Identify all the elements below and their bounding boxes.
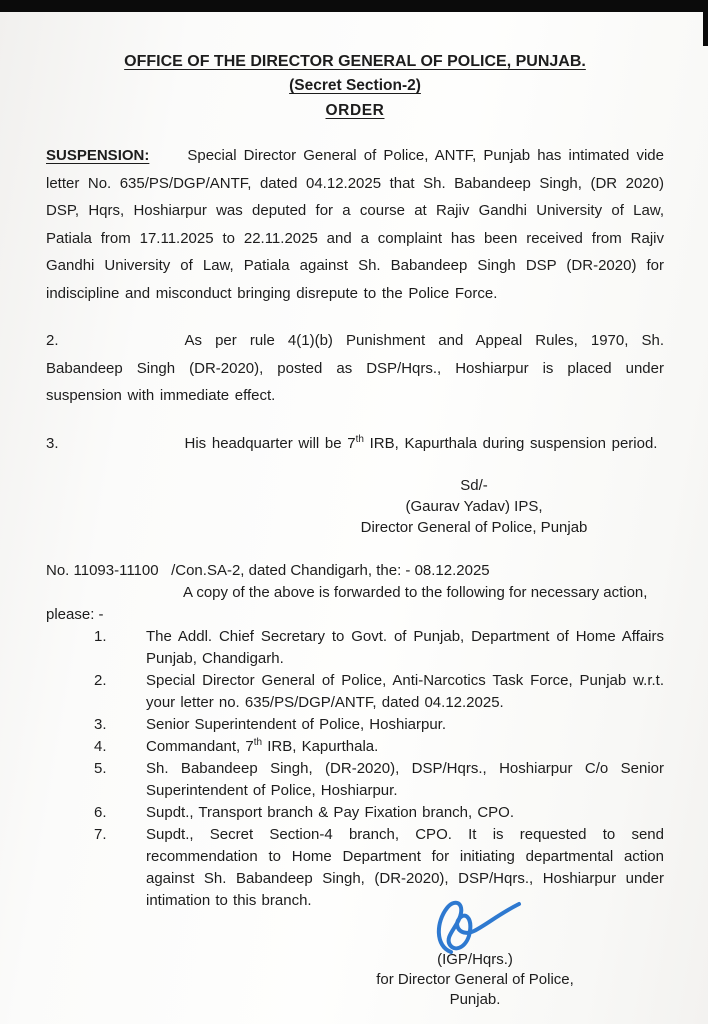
- forwarding-note-continued: please: -: [46, 606, 104, 623]
- signature-stroke: [439, 903, 519, 952]
- sd-line: Sd/-: [460, 477, 488, 494]
- suspension-paragraph: [46, 142, 664, 307]
- forwarding-note: A copy of the above is forwarded to the following for necessary action,: [183, 584, 648, 601]
- recipient-item: 1. The Addl. Chief Secretary to Govt. of Punjab, Department of Home Affairs Punjab, Chandigarh.: [94, 628, 664, 667]
- signer-for-line: for Director General of Police,: [376, 971, 574, 988]
- paragraph-2: [46, 327, 664, 410]
- signatory-name: (Gaurav Yadav) IPS,: [405, 498, 543, 515]
- recipient-item: 5. Sh. Babandeep Singh, (DR-2020), DSP/Hqrs., Hoshiarpur C/o Senior Superintendent of Police, Hoshiarpur.: [94, 760, 664, 799]
- paragraph-3-number: 3.: [46, 434, 59, 452]
- handwritten-signature-icon: [423, 896, 527, 954]
- paragraph-3: [46, 430, 664, 458]
- suspension-label: SUSPENSION:: [46, 147, 150, 164]
- paragraph-3-text: His headquarter will be 7th IRB, Kapurthala during suspension period.: [184, 433, 658, 452]
- signer-place: Punjab.: [449, 991, 501, 1008]
- suspension-text: Special Director General of Police, ANTF, Punjab has intimated vide letter No. 635/PS/DGP/ANTF, dated 04.12.2025 that Sh. Babandeep Singh, (DR 2020) DSP, Hqrs, Hoshiarpur was deputed for a course at Rajiv Gandhi University of Law, Patiala from 17.11.2025 to 22.11.2025 and a complaint has been received from Rajiv Gandhi University of Law, Patiala against Sh. Babandeep Singh DSP (DR-2020) for indiscipline and misconduct bringing disrepute to the Police Force.: [46, 147, 664, 302]
- document-content: [0, 12, 708, 1010]
- paragraph-2-text: As per rule 4(1)(b) Punishment and Appeal Rules, 1970, Sh. Babandeep Singh (DR-2020), posted as DSP/Hqrs., Hoshiarpur is placed under suspension with immediate effect.: [46, 332, 664, 404]
- photo-dark-edge-top: [0, 0, 708, 12]
- superscript-th: th: [355, 433, 364, 445]
- signer-designation: (IGP/Hqrs.): [437, 951, 513, 968]
- recipient-item: 2. Special Director General of Police, Anti-Narcotics Task Force, Punjab w.r.t. your letter no. 635/PS/DGP/ANTF, dated 04.12.2025.: [94, 672, 664, 711]
- paragraph-2-number: 2.: [46, 332, 59, 349]
- office-title: OFFICE OF THE DIRECTOR GENERAL OF POLICE, PUNJAB.: [124, 53, 586, 70]
- recipient-item: 3. Senior Superintendent of Police, Hoshiarpur.: [94, 716, 447, 733]
- footer-signature-block: [342, 896, 608, 1010]
- superscript-th: th: [253, 737, 263, 748]
- order-heading: ORDER: [325, 102, 385, 119]
- signatory-title: Director General of Police, Punjab: [360, 519, 588, 536]
- reference-number-line: No. 11093-11100 /Con.SA-2, dated Chandigarh, the: - 08.12.2025: [46, 562, 490, 579]
- recipient-item: 6. Supdt., Transport branch & Pay Fixation branch, CPO.: [94, 804, 515, 821]
- recipient-item: 4. Commandant, 7th IRB, Kapurthala.: [94, 737, 379, 755]
- document-header: [46, 50, 664, 124]
- signatory-block: [324, 475, 624, 538]
- section-subtitle: (Secret Section-2): [289, 77, 421, 94]
- recipients-list: [46, 626, 664, 912]
- recipient-item: 7. Supdt., Secret Section-4 branch, CPO. It is requested to send recommendation to Home Department for initiating departmental action against Sh. Babandeep Singh, (DR-2020), DSP/Hqrs., Hoshiarpur under intimation to this branch.: [94, 826, 664, 909]
